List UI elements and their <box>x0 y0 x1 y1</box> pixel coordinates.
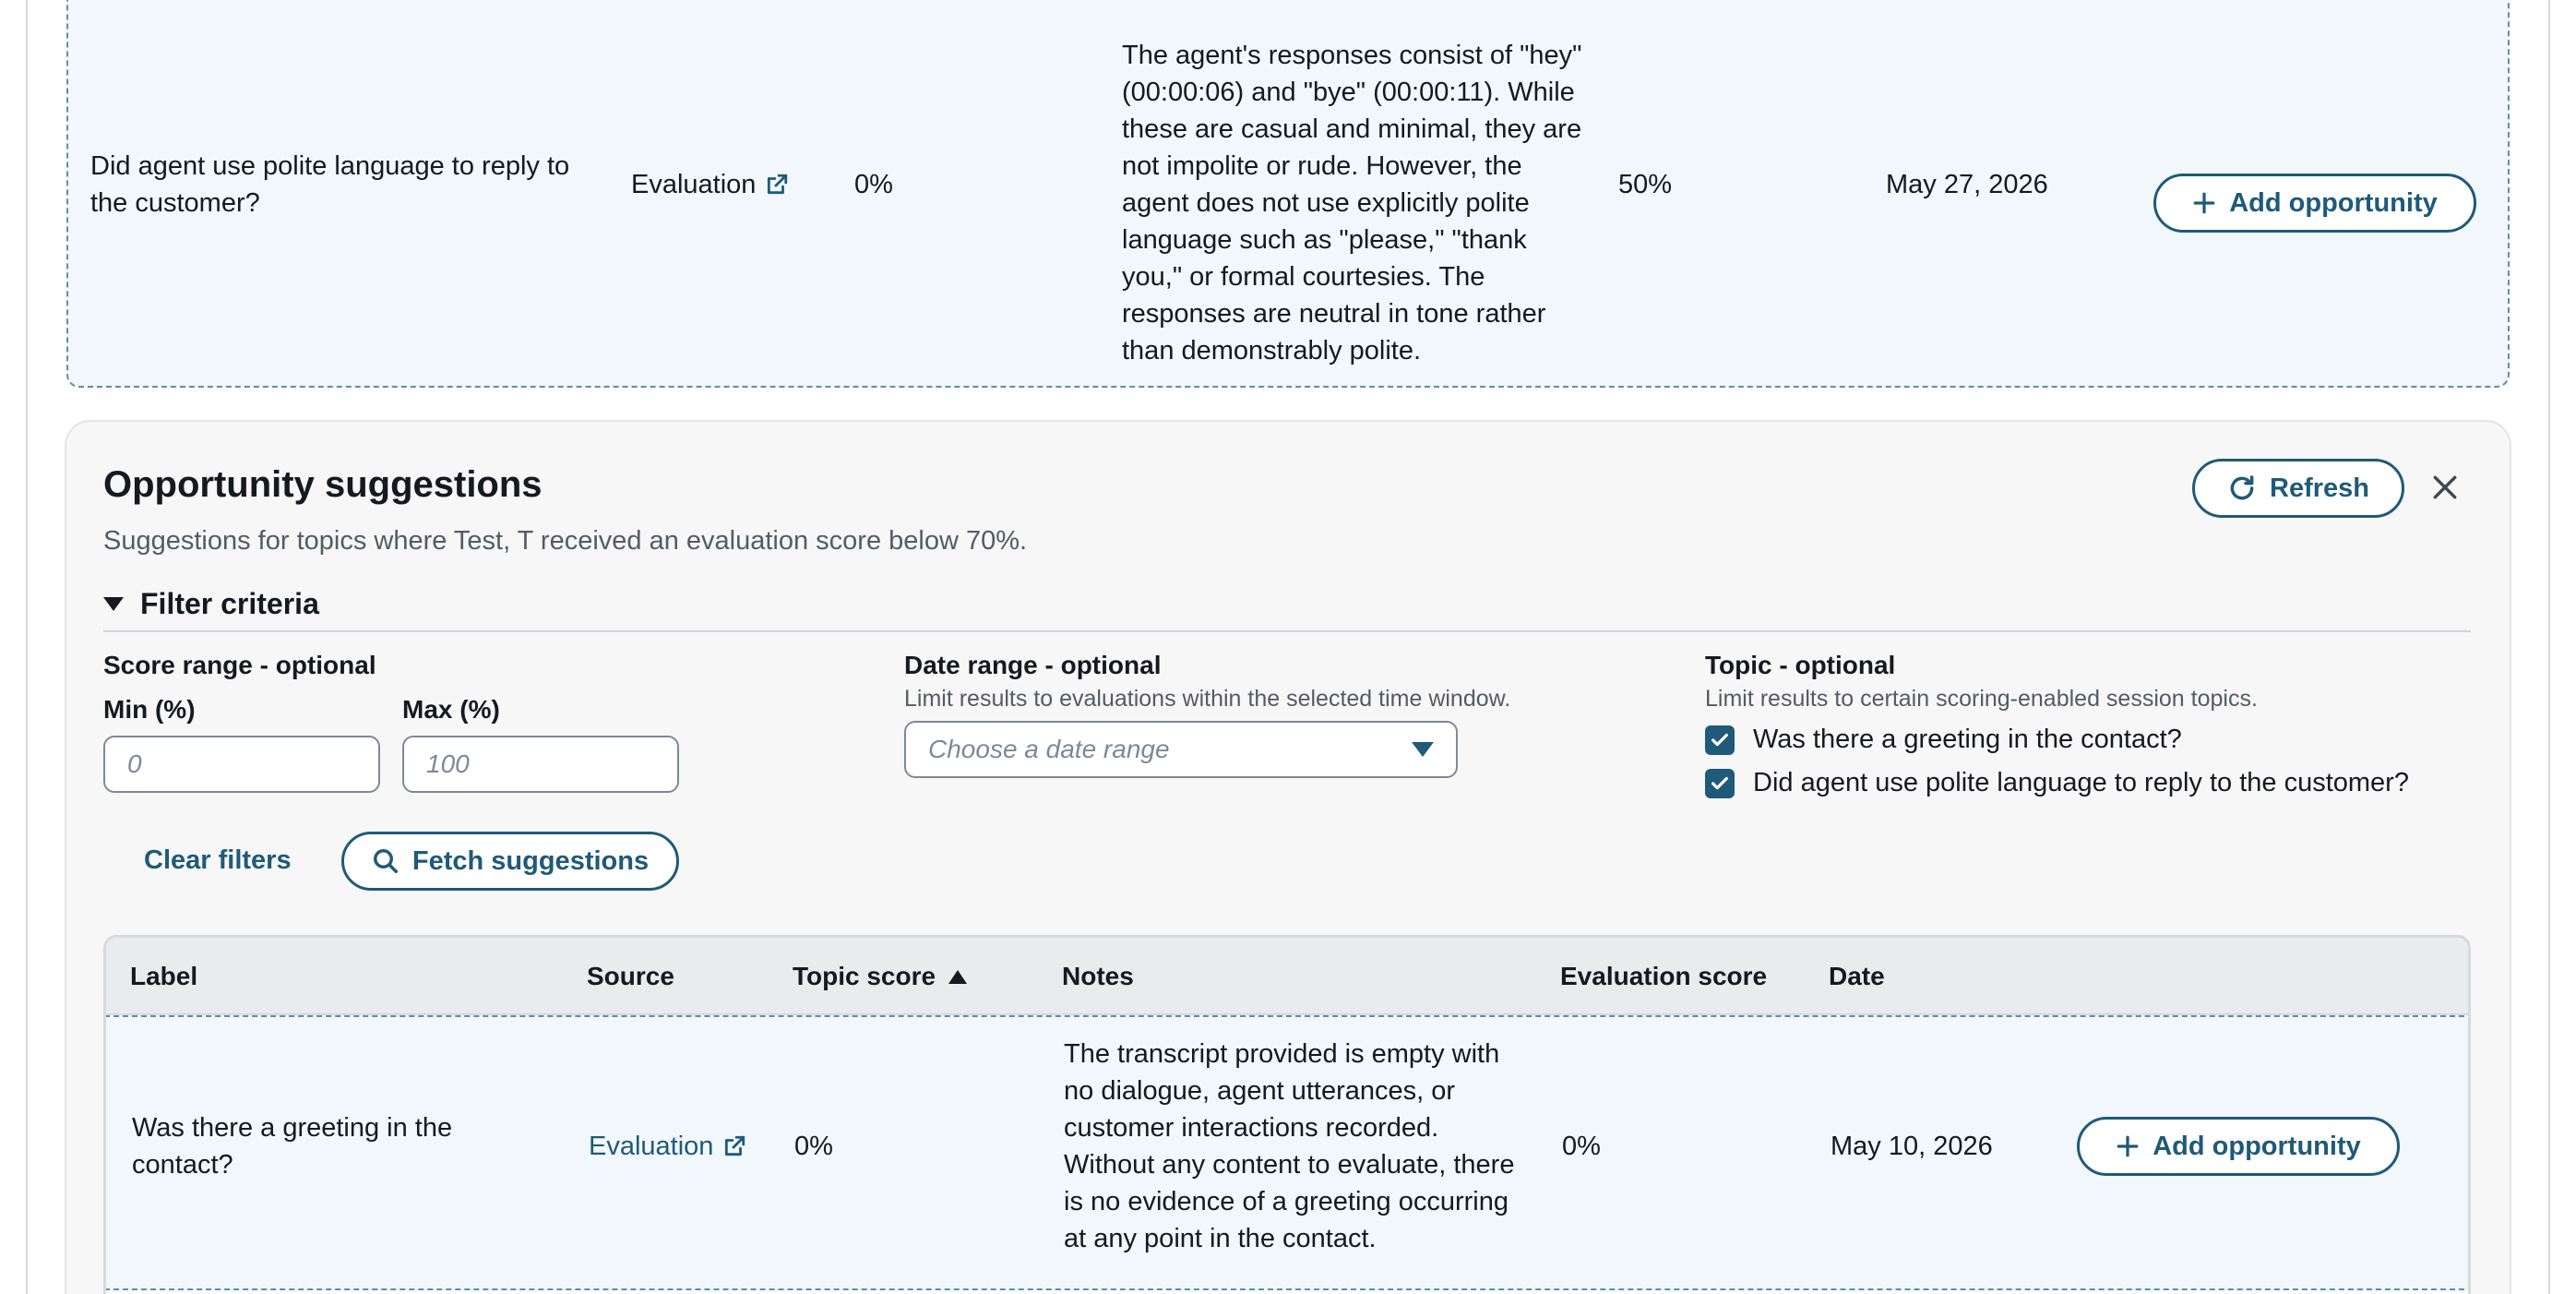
max-label: Max (%) <box>402 695 500 724</box>
topic-option[interactable] <box>1705 725 2182 755</box>
plus-icon <box>2192 191 2216 215</box>
topic-label: Topic - optional <box>1705 651 1896 679</box>
notes: The transcript provided is empty with no dialogue, agent utterances, or customer interactions recorded. Without any content to evaluate, there is no evidence of a greeting occurring at any point in the contact. <box>1064 1039 1515 1253</box>
refresh-icon <box>2227 473 2257 503</box>
date-range-description: Limit results to evaluations within the selected time window. <box>904 686 1511 712</box>
external-link-icon <box>722 1134 746 1158</box>
fetch-suggestions-button[interactable] <box>341 832 679 891</box>
fetch-suggestions-label: Fetch suggestions <box>411 845 650 876</box>
add-opportunity-button[interactable] <box>2077 1117 2400 1176</box>
row-label: Did agent use polite language to reply to the customer? <box>90 151 570 218</box>
table-row <box>104 1015 2471 1290</box>
filter-criteria-toggle[interactable] <box>103 587 319 621</box>
plus-icon <box>2116 1134 2140 1158</box>
evaluation-link-label: Evaluation <box>589 1132 714 1161</box>
panel-title: Opportunity suggestions <box>103 464 543 505</box>
notes: The agent's responses consist of "hey" (00:00:06) and "bye" (00:00:11). While these are casual and minimal, they are not impolite or rude. However, the agent does not use explicitly polite language such as "please," "thank you," or formal courtesies. The responses are neutral in tone rather than demonstrably polite. <box>1122 41 1582 365</box>
topic-option[interactable] <box>1705 768 2409 798</box>
column-header-source[interactable]: Source <box>587 962 674 990</box>
evaluation-link[interactable] <box>631 166 789 203</box>
row-label: Was there a greeting in the contact? <box>132 1113 453 1180</box>
evaluation-score: 0% <box>1562 1132 1601 1161</box>
column-header-notes[interactable]: Notes <box>1062 962 1134 990</box>
checkmark-icon <box>1710 730 1730 750</box>
topic-score: 0% <box>854 170 893 199</box>
column-header-topic-score[interactable] <box>793 962 967 991</box>
checkbox[interactable] <box>1705 769 1735 798</box>
min-label: Min (%) <box>103 695 196 724</box>
suggestions-table <box>103 935 2471 1294</box>
caret-down-icon <box>1412 742 1434 757</box>
evaluation-score: 50% <box>1618 170 1673 199</box>
sort-ascending-icon <box>948 970 967 984</box>
divider <box>103 630 2471 632</box>
add-opportunity-label: Add opportunity <box>2153 1131 2361 1161</box>
filter-criteria-title: Filter criteria <box>140 587 319 620</box>
row-date: May 10, 2026 <box>1831 1132 1993 1161</box>
clear-filters-button[interactable]: Clear filters <box>144 845 292 875</box>
row-date: May 27, 2026 <box>1886 170 2048 199</box>
min-score-input[interactable] <box>103 736 380 793</box>
close-icon[interactable] <box>2430 473 2460 502</box>
score-range-label: Score range - optional <box>103 651 376 679</box>
search-icon <box>372 847 400 875</box>
topic-option-label: Did agent use polite language to reply to the customer? <box>1753 768 2409 797</box>
caret-down-icon <box>103 597 124 611</box>
refresh-button[interactable] <box>2192 459 2404 518</box>
refresh-label: Refresh <box>2270 473 2369 503</box>
topic-description: Limit results to certain scoring-enabled session topics. <box>1705 686 2258 712</box>
column-header-label[interactable]: Label <box>130 962 198 990</box>
evaluation-link[interactable] <box>589 1128 746 1165</box>
checkmark-icon <box>1710 773 1730 794</box>
column-header-topic-score-label: Topic score <box>793 962 936 990</box>
topic-score: 0% <box>794 1132 833 1161</box>
date-range-label: Date range - optional <box>904 651 1162 679</box>
column-header-date[interactable]: Date <box>1829 962 1885 990</box>
page-border-right <box>2548 0 2550 1294</box>
page-border-left <box>26 0 28 1294</box>
date-range-placeholder: Choose a date range <box>928 735 1170 763</box>
add-opportunity-button[interactable] <box>2153 174 2476 233</box>
max-score-input[interactable] <box>402 736 679 793</box>
panel-subtitle: Suggestions for topics where Test, T received an evaluation score below 70%. <box>103 526 1028 556</box>
external-link-icon <box>765 173 789 197</box>
max-score-placeholder: 100 <box>426 749 470 778</box>
topic-option-label: Was there a greeting in the contact? <box>1753 725 2182 754</box>
date-range-select[interactable] <box>904 721 1458 778</box>
min-score-placeholder: 0 <box>127 749 142 778</box>
evaluation-link-label: Evaluation <box>631 170 757 199</box>
table-row <box>66 0 2510 388</box>
column-header-evaluation-score[interactable]: Evaluation score <box>1560 962 1768 990</box>
table-header <box>106 938 2468 1015</box>
add-opportunity-label: Add opportunity <box>2229 187 2438 218</box>
checkbox[interactable] <box>1705 725 1735 755</box>
